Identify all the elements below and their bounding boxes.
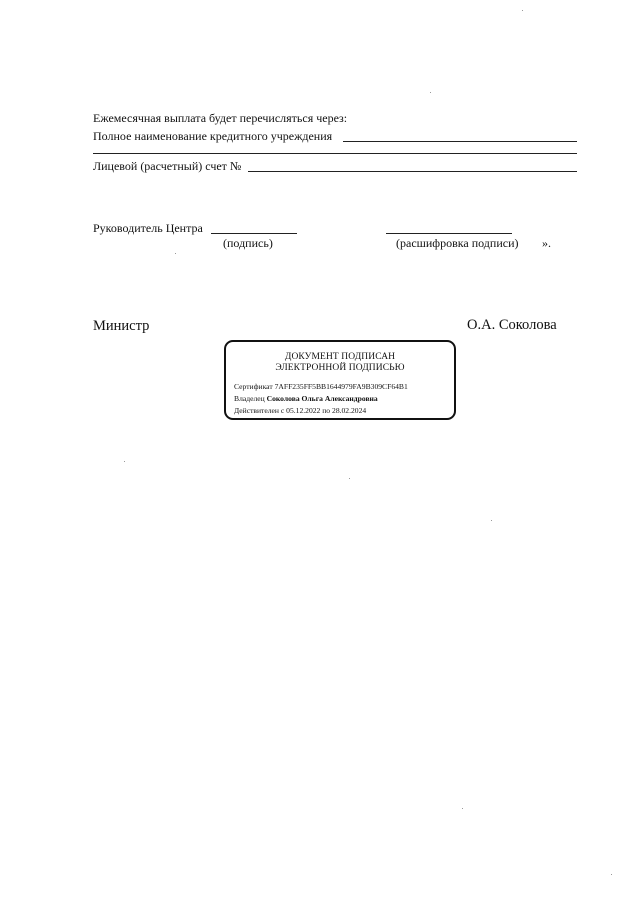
closing-quote: ».	[542, 236, 551, 250]
certificate-label: Сертификат	[234, 382, 273, 391]
scan-speck	[430, 92, 431, 93]
scan-speck	[491, 520, 492, 521]
validity-to-label: по	[322, 406, 331, 415]
scan-speck	[522, 10, 523, 11]
account-fill-line	[248, 171, 577, 172]
payment-heading: Ежемесячная выплата будет перечисляться через:	[93, 111, 348, 125]
decoding-caption: (расшифровка подписи)	[396, 236, 519, 250]
electronic-signature-stamp	[224, 340, 456, 420]
validity-from: 05.12.2022	[286, 406, 321, 415]
validity-to: 28.02.2024	[332, 406, 367, 415]
stamp-header-line2: ЭЛЕКТРОННОЙ ПОДПИСЬЮ	[275, 363, 405, 373]
scan-speck	[124, 461, 125, 462]
head-of-center-label: Руководитель Центра	[93, 221, 203, 235]
signatory-title: Министр	[93, 318, 150, 334]
validity-label: Действителен	[234, 406, 279, 415]
head-signature-line	[211, 233, 297, 234]
owner-value: Соколова Ольга Александровна	[266, 394, 378, 403]
account-label: Лицевой (расчетный) счет №	[93, 159, 242, 173]
stamp-validity-row	[234, 406, 366, 415]
validity-from-label: с	[280, 406, 285, 415]
stamp-certificate-row	[234, 382, 408, 391]
signature-caption: (подпись)	[223, 236, 273, 250]
scan-speck	[349, 478, 350, 479]
scan-speck	[462, 808, 463, 809]
stamp-owner-row	[234, 394, 378, 403]
institution-fill-line	[343, 141, 577, 142]
head-decoding-line	[386, 233, 512, 234]
stamp-header-line1: ДОКУМЕНТ ПОДПИСАН	[284, 352, 396, 362]
signatory-name: О.А. Соколова	[467, 317, 557, 333]
owner-label: Владелец	[234, 394, 265, 403]
scan-speck	[175, 253, 176, 254]
institution-fill-line-2	[93, 153, 577, 154]
certificate-value: 7AFF235FF5BB1644979FA9B309CF64B1	[274, 382, 408, 391]
scan-speck	[611, 874, 612, 875]
institution-label: Полное наименование кредитного учреждения	[93, 129, 333, 143]
